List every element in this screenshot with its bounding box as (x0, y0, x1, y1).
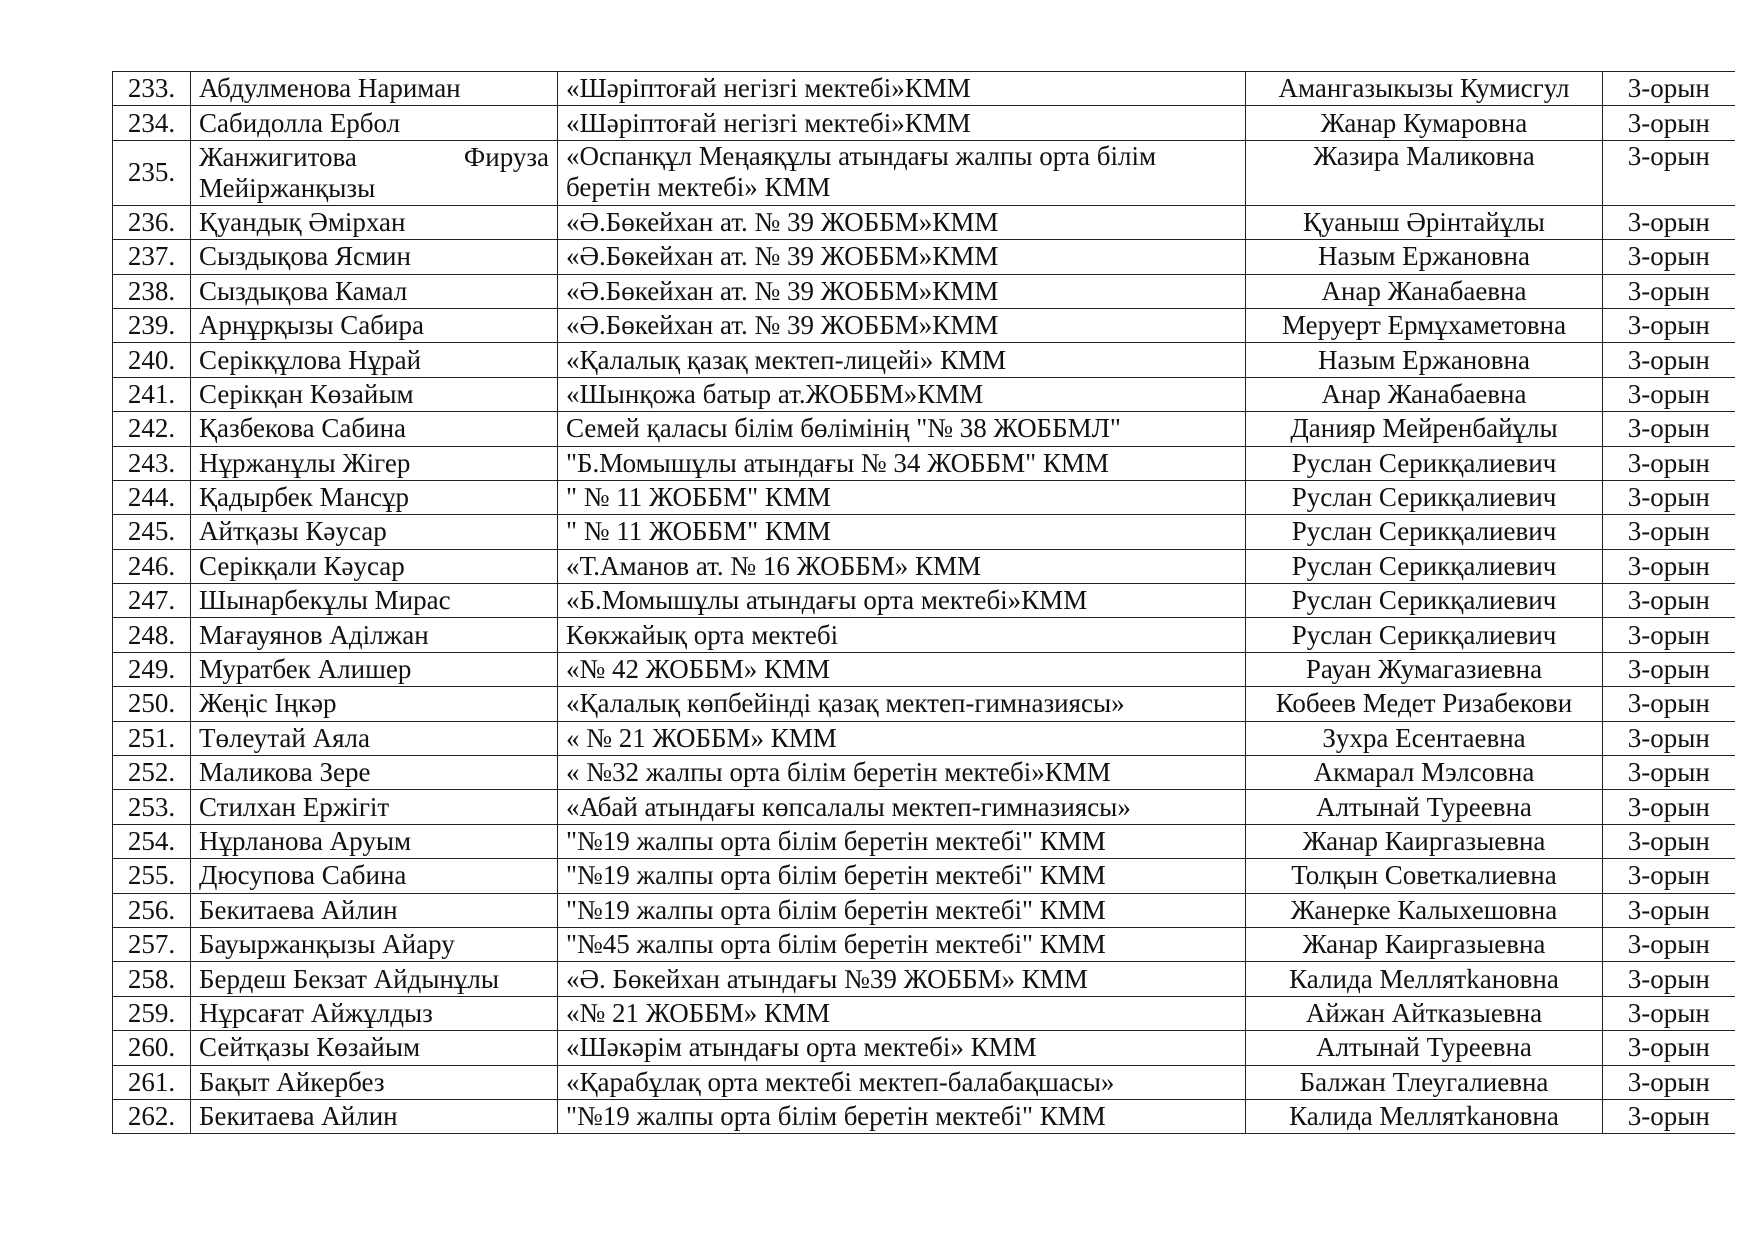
place-cell: 3-орын (1603, 790, 1735, 824)
row-number-cell: 242. (113, 412, 191, 446)
table-row (113, 308, 1735, 342)
school-name-cell: "Б.Момышұлы атындағы № 34 ЖОББМ" КММ (558, 446, 1246, 480)
teacher-name-cell: Жанерке Калыхешовна (1246, 893, 1603, 927)
teacher-name-cell: Жазира Маликовна (1246, 140, 1603, 205)
student-firstname: Фируза (463, 141, 549, 172)
teacher-name-cell: Анар Жанабаевна (1246, 274, 1603, 308)
row-number-cell: 233. (113, 72, 191, 106)
place-cell: 3-орын (1603, 652, 1735, 686)
row-number-cell: 253. (113, 790, 191, 824)
row-number-cell: 246. (113, 549, 191, 583)
student-patronymic: Мейіржанқызы (199, 172, 376, 203)
school-name-cell: «Ә.Бөкейхан ат. № 39 ЖОББМ»КММ (558, 205, 1246, 239)
place-cell: 3-орын (1603, 72, 1735, 106)
results-table (112, 71, 1735, 1134)
table-row (113, 240, 1735, 274)
student-name-cell: Серікқұлова Нұрай (191, 343, 558, 377)
school-name-cell: « №32 жалпы орта білім беретін мектебі»КММ (558, 756, 1246, 790)
school-name-cell: Семей қаласы білім бөлімінің "№ 38 ЖОББМЛ" (558, 412, 1246, 446)
student-name-cell: Нұржанұлы Жігер (191, 446, 558, 480)
school-name-cell: «Қарабұлақ орта мектебі мектеп-балабақшасы» (558, 1065, 1246, 1099)
place-cell: 3-орын (1603, 859, 1735, 893)
teacher-name-cell: Жанар Каиргазыевна (1246, 927, 1603, 961)
row-number-cell: 256. (113, 893, 191, 927)
student-name-cell: Нұрланова Аруым (191, 824, 558, 858)
row-number-cell: 236. (113, 205, 191, 239)
row-number-cell: 245. (113, 515, 191, 549)
student-name-cell: Сейтқазы Көзайым (191, 1031, 558, 1065)
place-cell: 3-орын (1603, 996, 1735, 1030)
teacher-name-cell: Айжан Айтказыевна (1246, 996, 1603, 1030)
teacher-name-cell: Алтынай Туреевна (1246, 1031, 1603, 1065)
place-cell: 3-орын (1603, 962, 1735, 996)
teacher-name-cell: Анар Жанабаевна (1246, 377, 1603, 411)
row-number-cell: 254. (113, 824, 191, 858)
student-name-cell: Қадырбек Мансұр (191, 480, 558, 514)
place-cell: 3-орын (1603, 343, 1735, 377)
teacher-name-cell: Алтынай Туреевна (1246, 790, 1603, 824)
student-name-cell: Арнұрқызы Сабира (191, 308, 558, 342)
table-row (113, 996, 1735, 1030)
student-name-cell: Шынарбекұлы Мирас (191, 584, 558, 618)
table-row (113, 584, 1735, 618)
place-cell: 3-орын (1603, 756, 1735, 790)
school-name-cell: «Шәріптоғай негізгі мектебі»КММ (558, 72, 1246, 106)
place-cell: 3-орын (1603, 308, 1735, 342)
teacher-name-cell: Руслан Серикқалиевич (1246, 480, 1603, 514)
table-row (113, 618, 1735, 652)
school-name-cell: «Абай атындағы көпсалалы мектеп-гимназиясы» (558, 790, 1246, 824)
place-cell: 3-орын (1603, 1031, 1735, 1065)
table-row (113, 205, 1735, 239)
row-number-cell: 234. (113, 106, 191, 140)
table-row (113, 412, 1735, 446)
table-row (113, 859, 1735, 893)
student-name-cell: Стилхан Ержігіт (191, 790, 558, 824)
school-name-cell: "№19 жалпы орта білім беретін мектебі" КММ (558, 859, 1246, 893)
teacher-name-cell: Руслан Серикқалиевич (1246, 515, 1603, 549)
teacher-name-cell: Акмарал Мэлсовна (1246, 756, 1603, 790)
table-row (113, 756, 1735, 790)
place-cell: 3-орын (1603, 377, 1735, 411)
place-cell: 3-орын (1603, 721, 1735, 755)
student-name-cell: Бердеш Бекзат Айдынұлы (191, 962, 558, 996)
school-name-cell: «Қалалық көпбейінді қазақ мектеп-гимназиясы» (558, 687, 1246, 721)
row-number-cell: 237. (113, 240, 191, 274)
row-number-cell: 260. (113, 1031, 191, 1065)
school-name-cell: «Шәкәрім атындағы орта мектебі» КММ (558, 1031, 1246, 1065)
table-row (113, 962, 1735, 996)
row-number-cell: 257. (113, 927, 191, 961)
place-cell: 3-орын (1603, 1065, 1735, 1099)
teacher-name-cell: Рауан Жумагазиевна (1246, 652, 1603, 686)
table-row (113, 927, 1735, 961)
table-row (113, 106, 1735, 140)
student-name-cell: Муратбек Алишер (191, 652, 558, 686)
table-row (113, 721, 1735, 755)
school-name-cell: «№ 42 ЖОББМ» КММ (558, 652, 1246, 686)
place-cell: 3-орын (1603, 480, 1735, 514)
row-number-cell: 259. (113, 996, 191, 1030)
teacher-name-cell: Қуаныш Әрінтайұлы (1246, 205, 1603, 239)
table-row (113, 1099, 1735, 1133)
school-name-cell: «Ә.Бөкейхан ат. № 39 ЖОББМ»КММ (558, 240, 1246, 274)
row-number-cell: 239. (113, 308, 191, 342)
place-cell: 3-орын (1603, 274, 1735, 308)
table-row (113, 515, 1735, 549)
row-number-cell: 261. (113, 1065, 191, 1099)
student-name-cell: Бауыржанқызы Айару (191, 927, 558, 961)
place-cell: 3-орын (1603, 927, 1735, 961)
place-cell: 3-орын (1603, 140, 1735, 205)
row-number-cell: 248. (113, 618, 191, 652)
teacher-name-cell: Назым Ержановна (1246, 343, 1603, 377)
table-row (113, 480, 1735, 514)
school-name-cell: «Шәріптоғай негізгі мектебі»КММ (558, 106, 1246, 140)
student-name-cell: Бақыт Айкербез (191, 1065, 558, 1099)
teacher-name-cell: Амангазыкызы Кумисгул (1246, 72, 1603, 106)
table-row (113, 274, 1735, 308)
place-cell: 3-орын (1603, 412, 1735, 446)
teacher-name-cell: Руслан Серикқалиевич (1246, 549, 1603, 583)
school-name-cell: Көкжайық орта мектебі (558, 618, 1246, 652)
student-name-cell: Мағауянов Аділжан (191, 618, 558, 652)
student-name-cell: Бекитаева Айлин (191, 893, 558, 927)
school-name-cell: "№19 жалпы орта білім беретін мектебі" КММ (558, 824, 1246, 858)
teacher-name-cell: Жанар Кумаровна (1246, 106, 1603, 140)
place-cell: 3-орын (1603, 893, 1735, 927)
student-name-cell: Айтқазы Кәусар (191, 515, 558, 549)
student-name-cell: Сабидолла Ербол (191, 106, 558, 140)
school-name-cell: "№19 жалпы орта білім беретін мектебі" КММ (558, 893, 1246, 927)
row-number-cell: 255. (113, 859, 191, 893)
place-cell: 3-орын (1603, 205, 1735, 239)
row-number-cell: 241. (113, 377, 191, 411)
school-name-cell: «Ә.Бөкейхан ат. № 39 ЖОББМ»КММ (558, 308, 1246, 342)
student-name-cell: Дюсупова Сабина (191, 859, 558, 893)
row-number-cell: 243. (113, 446, 191, 480)
place-cell: 3-орын (1603, 106, 1735, 140)
school-name-cell: " № 11 ЖОББМ" КММ (558, 480, 1246, 514)
table-row (113, 893, 1735, 927)
place-cell: 3-орын (1603, 584, 1735, 618)
place-cell: 3-орын (1603, 240, 1735, 274)
student-name-cell: Сыздықова Камал (191, 274, 558, 308)
table-row (113, 343, 1735, 377)
teacher-name-cell: Кобеев Медет Ризабекови (1246, 687, 1603, 721)
school-name-cell: " № 11 ЖОББМ" КММ (558, 515, 1246, 549)
school-name-cell: «Т.Аманов ат. № 16 ЖОББМ» КММ (558, 549, 1246, 583)
table-row (113, 72, 1735, 106)
place-cell: 3-орын (1603, 618, 1735, 652)
table-row (113, 1031, 1735, 1065)
student-surname: Жанжигитова (199, 141, 357, 172)
student-name-cell: Сыздықова Ясмин (191, 240, 558, 274)
student-name-cell: Қазбекова Сабина (191, 412, 558, 446)
student-name-cell: Бекитаева Айлин (191, 1099, 558, 1133)
school-name-cell: «Ә.Бөкейхан ат. № 39 ЖОББМ»КММ (558, 274, 1246, 308)
student-name-cell: Маликова Зере (191, 756, 558, 790)
row-number-cell: 258. (113, 962, 191, 996)
teacher-name-cell: Меруерт Ермұхаметовна (1246, 308, 1603, 342)
student-name-cell: Абдулменова Нариман (191, 72, 558, 106)
row-number-cell: 252. (113, 756, 191, 790)
place-cell: 3-орын (1603, 1099, 1735, 1133)
school-name-cell: «Шынқожа батыр ат.ЖОББМ»КММ (558, 377, 1246, 411)
table-row (113, 687, 1735, 721)
student-name-cell: Серікқали Кәусар (191, 549, 558, 583)
school-name-cell: "№19 жалпы орта білім беретін мектебі" КММ (558, 1099, 1246, 1133)
teacher-name-cell: Калида Меллятkановна (1246, 962, 1603, 996)
table-row (113, 1065, 1735, 1099)
school-name-cell: «Қалалық қазақ мектеп-лицейі» КММ (558, 343, 1246, 377)
row-number-cell: 244. (113, 480, 191, 514)
teacher-name-cell: Жанар Каиргазыевна (1246, 824, 1603, 858)
place-cell: 3-орын (1603, 446, 1735, 480)
teacher-name-cell: Калида Меллятkановна (1246, 1099, 1603, 1133)
school-name-cell: «№ 21 ЖОББМ» КММ (558, 996, 1246, 1030)
school-name-cell: «Оспанқұл Меңаяқұлы атындағы жалпы орта білім беретін мектебі» КММ (558, 140, 1246, 205)
row-number-cell: 262. (113, 1099, 191, 1133)
school-name-cell: «Б.Момышұлы атындағы орта мектебі»КММ (558, 584, 1246, 618)
school-name-cell: "№45 жалпы орта білім беретін мектебі" КММ (558, 927, 1246, 961)
teacher-name-cell: Балжан Тлеугалиевна (1246, 1065, 1603, 1099)
table-row (113, 824, 1735, 858)
place-cell: 3-орын (1603, 515, 1735, 549)
student-name-cell: Серікқан Көзайым (191, 377, 558, 411)
place-cell: 3-орын (1603, 824, 1735, 858)
student-name-cell: Қуандық Әмірхан (191, 205, 558, 239)
school-name-cell: «Ә. Бөкейхан атындағы №39 ЖОББМ» КММ (558, 962, 1246, 996)
teacher-name-cell: Руслан Серикқалиевич (1246, 584, 1603, 618)
student-name-cell (191, 140, 558, 205)
place-cell: 3-орын (1603, 687, 1735, 721)
results-table-body (113, 72, 1735, 1134)
table-row (113, 446, 1735, 480)
table-row (113, 790, 1735, 824)
table-row (113, 377, 1735, 411)
student-name-cell: Төлеутай Аяла (191, 721, 558, 755)
row-number-cell: 249. (113, 652, 191, 686)
school-name-cell: « № 21 ЖОББМ» КММ (558, 721, 1246, 755)
teacher-name-cell: Толқын Советкалиевна (1246, 859, 1603, 893)
teacher-name-cell: Руслан Серикқалиевич (1246, 446, 1603, 480)
place-cell: 3-орын (1603, 549, 1735, 583)
row-number-cell: 250. (113, 687, 191, 721)
teacher-name-cell: Данияр Мейренбайұлы (1246, 412, 1603, 446)
table-row (113, 549, 1735, 583)
row-number-cell: 247. (113, 584, 191, 618)
teacher-name-cell: Зухра Есентаевна (1246, 721, 1603, 755)
table-row (113, 140, 1735, 205)
teacher-name-cell: Назым Ержановна (1246, 240, 1603, 274)
student-name-cell: Жеңіс Іңкәр (191, 687, 558, 721)
row-number-cell: 235. (113, 140, 191, 205)
row-number-cell: 240. (113, 343, 191, 377)
row-number-cell: 251. (113, 721, 191, 755)
table-row (113, 652, 1735, 686)
row-number-cell: 238. (113, 274, 191, 308)
student-name-cell: Нұрсағат Айжұлдыз (191, 996, 558, 1030)
teacher-name-cell: Руслан Серикқалиевич (1246, 618, 1603, 652)
